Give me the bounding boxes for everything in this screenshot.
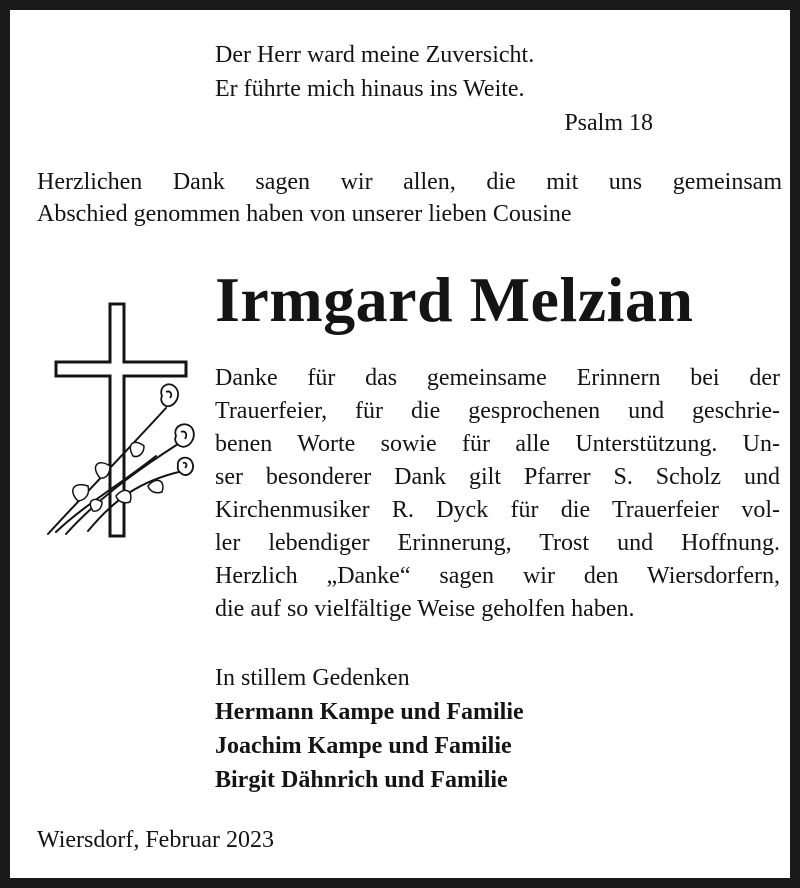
verse-line-2: Er führte mich hinaus ins Weite. [215, 76, 525, 102]
closing-block [215, 661, 715, 797]
thanks-line-1: Herzlichen Dank sagen wir allen, die mit uns gemeinsam [37, 169, 782, 195]
message-line: benen Worte sowie für alle Unterstützung. Un- [215, 431, 780, 457]
message-line: Danke für das gemeinsame Erinnern bei der [215, 365, 780, 391]
family-signature: Hermann Kampe und Familie [215, 699, 524, 725]
family-signature: Joachim Kampe und Familie [215, 733, 512, 759]
closing-greeting: In stillem Gedenken [215, 665, 410, 691]
thanks-message [215, 362, 780, 626]
place-and-date: Wiersdorf, Februar 2023 [37, 827, 274, 853]
message-line: die auf so vielfältige Weise geholfen haben. [215, 596, 635, 622]
message-line: Trauerfeier, für die gesprochenen und geschrie- [215, 398, 780, 424]
message-line: ser besonderer Dank gilt Pfarrer S. Scholz und [215, 464, 780, 490]
bible-verse [215, 38, 655, 140]
message-line: Herzlich „Danke“ sagen wir den Wiersdorfern, [215, 563, 780, 589]
family-signature: Birgit Dähnrich und Familie [215, 767, 508, 793]
thanks-intro [37, 166, 782, 230]
message-line: Kirchenmusiker R. Dyck für die Trauerfeier vol- [215, 497, 780, 523]
message-line: ler lebendiger Erinnerung, Trost und Hoffnung. [215, 530, 780, 556]
deceased-name: Irmgard Melzian [215, 264, 694, 335]
thanks-line-2: Abschied genommen haben von unserer lieben Cousine [37, 201, 572, 227]
verse-line-1: Der Herr ward meine Zuversicht. [215, 42, 535, 68]
cross-with-roses-icon [38, 296, 198, 546]
verse-reference: Psalm 18 [564, 110, 653, 136]
